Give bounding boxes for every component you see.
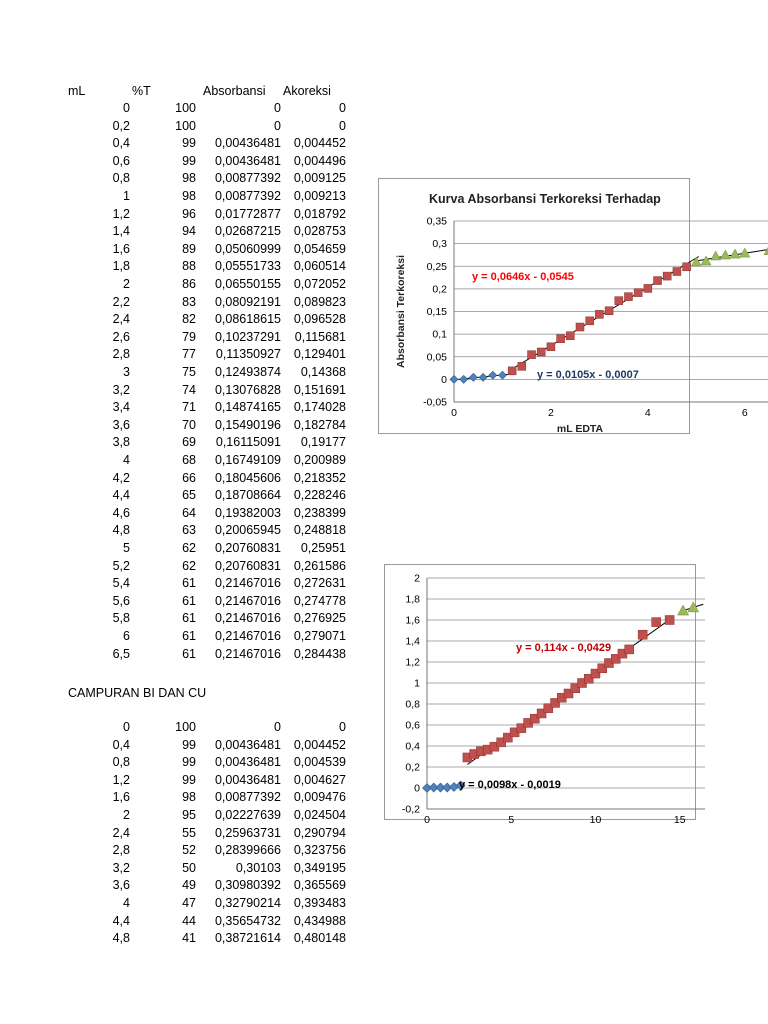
cell-ml[interactable]: 4,4 xyxy=(112,488,130,503)
cell-absorbansi[interactable]: 0,13076828 xyxy=(214,382,281,397)
cell-akoreksi[interactable]: 0,284438 xyxy=(293,646,346,661)
data-point xyxy=(498,371,506,379)
cell-ml[interactable]: 2,8 xyxy=(112,843,130,858)
cell-absorbansi[interactable]: 0,18708664 xyxy=(214,488,281,503)
cell-absorbansi[interactable]: 0,08092191 xyxy=(214,294,281,309)
cell-absorbansi[interactable]: 0,00877392 xyxy=(214,790,281,805)
cell-percent-t[interactable]: 41 xyxy=(182,931,196,946)
cell-absorbansi[interactable]: 0,21467016 xyxy=(214,629,281,643)
cell-absorbansi[interactable]: 0,00436481 xyxy=(214,153,281,168)
cell-absorbansi[interactable]: 0,01772877 xyxy=(214,206,281,221)
cell-akoreksi[interactable]: 0,024504 xyxy=(293,808,346,822)
cell-akoreksi[interactable]: 0,004452 xyxy=(293,737,346,752)
data-point xyxy=(518,362,526,370)
cell-percent-t[interactable]: 61 xyxy=(182,629,196,643)
cell-absorbansi[interactable]: 0,16749109 xyxy=(214,453,281,467)
data-point xyxy=(595,310,603,318)
y-tick-label: -0,2 xyxy=(401,803,420,816)
data-point xyxy=(449,783,458,792)
cell-akoreksi[interactable]: 0,248818 xyxy=(293,523,346,538)
cell-absorbansi[interactable]: 0,11350927 xyxy=(215,347,281,362)
cell-ml[interactable]: 4,4 xyxy=(112,913,130,928)
cell-ml[interactable]: 1,6 xyxy=(112,241,130,256)
cell-akoreksi[interactable]: 0,060514 xyxy=(293,259,346,274)
cell-percent-t[interactable]: 61 xyxy=(182,593,196,608)
cell-ml[interactable]: 0,4 xyxy=(112,136,130,151)
cell-percent-t[interactable]: 61 xyxy=(182,576,196,591)
y-tick-label: 0,2 xyxy=(432,283,447,296)
cell-ml[interactable]: 3,8 xyxy=(112,435,130,450)
cell-absorbansi[interactable]: 0,00436481 xyxy=(214,755,281,770)
cell-ml[interactable]: 0 xyxy=(123,720,130,734)
data-point xyxy=(537,348,545,356)
cell-absorbansi[interactable]: 0,35654732 xyxy=(214,913,281,928)
cell-ml[interactable]: 1,2 xyxy=(112,206,130,221)
cell-absorbansi[interactable]: 0,30980392 xyxy=(214,878,281,893)
y-tick-label: 2 xyxy=(414,572,420,585)
cell-percent-t[interactable]: 55 xyxy=(182,825,196,840)
data-point xyxy=(701,256,711,265)
cell-percent-t[interactable]: 47 xyxy=(182,896,196,910)
cell-absorbansi[interactable]: 0,25963731 xyxy=(214,825,281,840)
x-axis-label: mL EDTA xyxy=(556,423,604,435)
y-tick-label: 0,4 xyxy=(405,740,420,753)
cell-absorbansi[interactable]: 0,00436481 xyxy=(214,772,281,787)
chart-2-svg xyxy=(385,565,695,826)
cell-percent-t[interactable]: 70 xyxy=(182,417,196,432)
cell-ml[interactable]: 2,6 xyxy=(112,329,130,344)
cell-percent-t[interactable]: 79 xyxy=(182,329,196,344)
y-tick-label: 1,8 xyxy=(405,593,420,606)
cell-percent-t[interactable]: 89 xyxy=(182,241,196,256)
data-point xyxy=(566,332,574,340)
cell-akoreksi[interactable]: 0 xyxy=(339,118,346,133)
cell-ml[interactable]: 1,2 xyxy=(112,772,130,787)
trendline-equation: y = 0,0105x - 0,0007 xyxy=(537,369,639,381)
cell-absorbansi[interactable]: 0,10237291 xyxy=(214,329,281,344)
y-tick-label: -0,05 xyxy=(423,396,447,409)
data-point xyxy=(644,284,652,292)
cell-absorbansi[interactable]: 0,19382003 xyxy=(214,505,281,520)
cell-akoreksi[interactable]: 0,028753 xyxy=(293,224,346,239)
data-point xyxy=(654,277,662,285)
cell-akoreksi[interactable]: 0,261586 xyxy=(293,558,346,573)
cell-ml[interactable]: 5,6 xyxy=(112,593,130,608)
cell-akoreksi[interactable]: 0,096528 xyxy=(293,312,346,327)
cell-akoreksi[interactable]: 0,004539 xyxy=(293,755,346,770)
cell-akoreksi[interactable]: 0,274778 xyxy=(293,593,346,608)
cell-percent-t[interactable]: 98 xyxy=(182,189,196,203)
cell-akoreksi[interactable]: 0,349195 xyxy=(293,860,346,875)
cell-ml[interactable]: 5,2 xyxy=(112,558,130,573)
y-tick-label: 0,8 xyxy=(405,698,420,711)
cell-percent-t[interactable]: 44 xyxy=(182,913,196,928)
cell-absorbansi[interactable]: 0,02227639 xyxy=(214,808,281,822)
data-point xyxy=(460,375,468,383)
cell-absorbansi[interactable]: 0,00877392 xyxy=(214,171,281,186)
cell-absorbansi[interactable]: 0 xyxy=(274,118,281,133)
cell-percent-t[interactable]: 77 xyxy=(182,347,196,362)
cell-ml[interactable]: 0,8 xyxy=(112,755,130,770)
y-tick-label: 1,4 xyxy=(405,635,420,648)
cell-percent-t[interactable]: 74 xyxy=(182,382,196,397)
cell-ml[interactable]: 4,8 xyxy=(112,931,130,946)
trendline-equation: y = 0,0098x - 0,0019 xyxy=(459,779,561,791)
cell-absorbansi[interactable]: 0,16115091 xyxy=(215,435,281,450)
cell-percent-t[interactable]: 86 xyxy=(182,277,196,291)
header-absorbansi[interactable]: Absorbansi xyxy=(203,84,266,98)
cell-percent-t[interactable]: 52 xyxy=(182,843,196,858)
cell-akoreksi[interactable]: 0,434988 xyxy=(293,913,346,928)
y-axis-label: Absorbansi Terkoreksi xyxy=(395,254,407,369)
cell-ml[interactable]: 4 xyxy=(123,453,130,467)
y-tick-label: 0,3 xyxy=(432,238,447,251)
data-point xyxy=(624,293,632,301)
y-tick-label: 1 xyxy=(414,677,420,690)
x-tick-label: 5 xyxy=(508,814,515,826)
cell-percent-t[interactable]: 65 xyxy=(182,488,196,503)
data-point xyxy=(586,317,594,325)
data-point xyxy=(479,373,487,381)
cell-percent-t[interactable]: 63 xyxy=(182,523,196,538)
cell-absorbansi[interactable]: 0,20760831 xyxy=(214,541,281,555)
cell-absorbansi[interactable]: 0,06550155 xyxy=(214,277,281,291)
data-point xyxy=(730,249,740,258)
cell-akoreksi[interactable]: 0,276925 xyxy=(293,611,346,626)
y-tick-label: 0,2 xyxy=(405,761,420,774)
cell-absorbansi[interactable]: 0,00877392 xyxy=(214,189,281,203)
cell-ml[interactable]: 1,6 xyxy=(112,790,130,805)
cell-percent-t[interactable]: 62 xyxy=(182,541,196,555)
cell-ml[interactable]: 6 xyxy=(123,629,130,643)
data-point xyxy=(615,297,623,305)
cell-percent-t[interactable]: 62 xyxy=(182,558,196,573)
cell-akoreksi[interactable]: 0,174028 xyxy=(293,400,346,415)
cell-percent-t[interactable]: 88 xyxy=(182,259,196,274)
cell-ml[interactable]: 3,2 xyxy=(112,382,130,397)
cell-percent-t[interactable]: 99 xyxy=(182,772,196,787)
cell-akoreksi[interactable]: 0,323756 xyxy=(293,843,346,858)
cell-percent-t[interactable]: 94 xyxy=(182,224,196,239)
cell-akoreksi[interactable]: 0,14368 xyxy=(300,365,346,379)
cell-akoreksi[interactable]: 0,290794 xyxy=(293,825,346,840)
cell-percent-t[interactable]: 71 xyxy=(182,400,196,415)
cell-percent-t[interactable]: 75 xyxy=(182,365,196,379)
header-akoreksi[interactable]: Akoreksi xyxy=(283,84,331,98)
y-tick-label: 0 xyxy=(414,782,420,795)
chart-1[interactable] xyxy=(378,178,748,435)
cell-ml[interactable]: 3,6 xyxy=(112,878,130,893)
cell-akoreksi[interactable]: 0,115681 xyxy=(294,329,346,344)
cell-absorbansi[interactable]: 0,00436481 xyxy=(214,136,281,151)
cell-ml[interactable]: 3,4 xyxy=(112,400,130,415)
x-tick-label: 2 xyxy=(548,407,554,419)
cell-ml[interactable]: 2,2 xyxy=(112,294,130,309)
cell-absorbansi[interactable]: 0,20065945 xyxy=(214,523,281,538)
cell-akoreksi[interactable]: 0,054659 xyxy=(293,241,346,256)
y-tick-label: 0,6 xyxy=(405,719,420,732)
trendline-equation: y = 0,114x - 0,0429 xyxy=(516,642,612,654)
cell-percent-t[interactable]: 61 xyxy=(182,646,196,661)
x-tick-label: 6 xyxy=(741,407,748,419)
cell-ml[interactable]: 0 xyxy=(123,101,130,115)
cell-ml[interactable]: 2,4 xyxy=(112,825,130,840)
data-point xyxy=(625,645,634,654)
chart-2[interactable] xyxy=(384,564,696,826)
cell-akoreksi[interactable]: 0,018792 xyxy=(293,206,346,221)
cell-ml[interactable]: 0,6 xyxy=(112,153,130,168)
cell-percent-t[interactable]: 64 xyxy=(182,505,196,520)
cell-percent-t[interactable]: 83 xyxy=(182,294,196,309)
chart-title: Kurva Absorbansi Terkoreksi Terhadap xyxy=(429,192,661,206)
cell-akoreksi[interactable]: 0,004496 xyxy=(293,153,346,168)
cell-absorbansi[interactable]: 0,21467016 xyxy=(214,576,281,591)
cell-absorbansi[interactable]: 0,38721614 xyxy=(214,931,281,946)
cell-akoreksi[interactable]: 0,089823 xyxy=(293,294,346,309)
cell-ml[interactable]: 1,4 xyxy=(112,224,130,239)
cell-akoreksi[interactable]: 0,182784 xyxy=(293,417,346,432)
cell-absorbansi[interactable]: 0,20760831 xyxy=(214,558,281,573)
section-title[interactable]: CAMPURAN BI DAN CU xyxy=(68,686,207,700)
data-point xyxy=(508,367,516,375)
cell-ml[interactable]: 5,8 xyxy=(112,611,130,626)
data-point xyxy=(557,335,565,343)
cell-ml[interactable]: 2 xyxy=(123,808,130,822)
cell-absorbansi[interactable]: 0,05551733 xyxy=(214,259,281,274)
cell-ml[interactable]: 4,2 xyxy=(112,470,130,485)
cell-akoreksi[interactable]: 0,480148 xyxy=(293,931,346,946)
data-point xyxy=(528,351,536,359)
cell-akoreksi[interactable]: 0 xyxy=(339,101,346,115)
cell-akoreksi[interactable]: 0,393483 xyxy=(293,896,346,910)
cell-ml[interactable]: 2 xyxy=(123,277,130,291)
cell-ml[interactable]: 5 xyxy=(123,541,130,555)
cell-ml[interactable]: 0,4 xyxy=(112,737,130,752)
data-point xyxy=(665,616,674,625)
cell-percent-t[interactable]: 69 xyxy=(182,435,196,450)
cell-ml[interactable]: 3 xyxy=(123,365,130,379)
cell-akoreksi[interactable]: 0,009213 xyxy=(293,189,346,203)
y-tick-label: 1,6 xyxy=(405,614,420,627)
cell-percent-t[interactable]: 68 xyxy=(182,453,196,467)
cell-akoreksi[interactable]: 0,009476 xyxy=(293,790,346,805)
data-point xyxy=(663,272,671,280)
cell-ml[interactable]: 5,4 xyxy=(112,576,130,591)
cell-ml[interactable]: 2,4 xyxy=(112,312,130,327)
cell-percent-t[interactable]: 99 xyxy=(182,153,196,168)
cell-percent-t[interactable]: 99 xyxy=(182,737,196,752)
cell-absorbansi[interactable]: 0,28399666 xyxy=(214,843,281,858)
cell-akoreksi[interactable]: 0,25951 xyxy=(300,541,346,555)
data-point xyxy=(489,371,497,379)
cell-akoreksi[interactable]: 0,072052 xyxy=(293,277,346,291)
cell-percent-t[interactable]: 100 xyxy=(175,101,196,115)
cell-percent-t[interactable]: 82 xyxy=(182,312,196,327)
cell-absorbansi[interactable]: 0,21467016 xyxy=(214,646,281,661)
cell-absorbansi[interactable]: 0,05060999 xyxy=(214,241,281,256)
cell-percent-t[interactable]: 49 xyxy=(182,878,196,893)
data-point xyxy=(711,251,721,260)
data-point xyxy=(634,289,642,297)
cell-ml[interactable]: 2,8 xyxy=(112,347,130,362)
cell-percent-t[interactable]: 50 xyxy=(182,860,196,875)
cell-akoreksi[interactable]: 0,238399 xyxy=(293,505,346,520)
cell-ml[interactable]: 1,8 xyxy=(112,259,130,274)
cell-ml[interactable]: 1 xyxy=(123,189,130,203)
chart-1-svg xyxy=(379,179,748,435)
x-tick-label: 0 xyxy=(424,814,430,826)
cell-akoreksi[interactable]: 0,218352 xyxy=(293,470,346,485)
data-point xyxy=(678,605,689,615)
cell-absorbansi[interactable]: 0,18045606 xyxy=(214,470,281,485)
y-tick-label: 0,1 xyxy=(432,328,447,341)
cell-percent-t[interactable]: 96 xyxy=(182,206,196,221)
data-point xyxy=(576,323,584,331)
y-tick-label: 0 xyxy=(441,373,447,386)
cell-akoreksi[interactable]: 0,200989 xyxy=(293,453,346,467)
cell-absorbansi[interactable]: 0,32790214 xyxy=(214,896,281,910)
cell-ml[interactable]: 3,6 xyxy=(112,417,130,432)
data-point xyxy=(638,630,647,639)
cell-akoreksi[interactable]: 0,228246 xyxy=(293,488,346,503)
cell-akoreksi[interactable]: 0,009125 xyxy=(293,171,346,186)
cell-percent-t[interactable]: 66 xyxy=(182,470,196,485)
data-point xyxy=(691,257,701,266)
cell-akoreksi[interactable]: 0,151691 xyxy=(293,382,346,397)
cell-ml[interactable]: 6,5 xyxy=(112,646,130,661)
cell-absorbansi[interactable]: 0,21467016 xyxy=(214,593,281,608)
cell-absorbansi[interactable]: 0 xyxy=(274,101,281,115)
cell-ml[interactable]: 0,8 xyxy=(112,171,130,186)
cell-akoreksi[interactable]: 0,279071 xyxy=(293,629,346,643)
data-point xyxy=(547,343,555,351)
cell-percent-t[interactable]: 98 xyxy=(182,790,196,805)
cell-akoreksi[interactable]: 0,365569 xyxy=(293,878,346,893)
cell-akoreksi[interactable]: 0,004627 xyxy=(293,772,346,787)
cell-absorbansi[interactable]: 0 xyxy=(274,720,281,734)
cell-absorbansi[interactable]: 0,14874165 xyxy=(214,400,281,415)
header-ml[interactable]: mL xyxy=(68,84,86,98)
y-tick-label: 0,15 xyxy=(426,306,447,318)
trendline-equation: y = 0,0646x - 0,0545 xyxy=(472,271,574,283)
cell-percent-t[interactable]: 100 xyxy=(175,720,196,734)
cell-absorbansi[interactable]: 0,08618615 xyxy=(214,312,281,327)
cell-percent-t[interactable]: 99 xyxy=(182,755,196,770)
cell-ml[interactable]: 4,8 xyxy=(112,523,130,538)
cell-akoreksi[interactable]: 0,19177 xyxy=(300,435,346,450)
cell-absorbansi[interactable]: 0,21467016 xyxy=(214,611,281,626)
data-point xyxy=(688,602,699,612)
data-point xyxy=(683,263,691,271)
x-tick-label: 0 xyxy=(451,407,457,419)
data-point xyxy=(469,373,477,381)
y-tick-label: 1,2 xyxy=(405,656,420,669)
cell-ml[interactable]: 4 xyxy=(123,896,130,910)
x-tick-label: 10 xyxy=(589,814,602,826)
cell-akoreksi[interactable]: 0 xyxy=(339,720,346,734)
data-point xyxy=(450,375,458,383)
y-tick-label: 0,05 xyxy=(426,351,447,364)
cell-absorbansi[interactable]: 0,00436481 xyxy=(214,737,281,752)
y-tick-label: 0,35 xyxy=(426,215,447,228)
cell-percent-t[interactable]: 100 xyxy=(175,118,196,133)
cell-absorbansi[interactable]: 0,15490196 xyxy=(214,417,281,432)
data-point xyxy=(652,618,661,627)
cell-absorbansi[interactable]: 0,02687215 xyxy=(214,224,281,239)
cell-percent-t[interactable]: 99 xyxy=(182,136,196,151)
header-percent-t[interactable]: %T xyxy=(132,84,151,98)
cell-percent-t[interactable]: 95 xyxy=(182,808,196,822)
cell-percent-t[interactable]: 61 xyxy=(182,611,196,626)
x-tick-label: 4 xyxy=(644,407,651,419)
data-point xyxy=(720,250,730,259)
cell-akoreksi[interactable]: 0,004452 xyxy=(293,136,346,151)
cell-percent-t[interactable]: 98 xyxy=(182,171,196,186)
cell-ml[interactable]: 4,6 xyxy=(112,505,130,520)
y-tick-label: 0,25 xyxy=(426,260,447,273)
x-tick-label: 15 xyxy=(673,814,686,826)
cell-ml[interactable]: 0,2 xyxy=(112,118,130,133)
cell-absorbansi[interactable]: 0,30103 xyxy=(235,860,281,875)
cell-absorbansi[interactable]: 0,12493874 xyxy=(214,365,281,379)
data-point xyxy=(673,267,681,275)
cell-akoreksi[interactable]: 0,129401 xyxy=(293,347,346,362)
cell-akoreksi[interactable]: 0,272631 xyxy=(293,576,346,591)
cell-ml[interactable]: 3,2 xyxy=(112,860,130,875)
data-point xyxy=(605,307,613,315)
